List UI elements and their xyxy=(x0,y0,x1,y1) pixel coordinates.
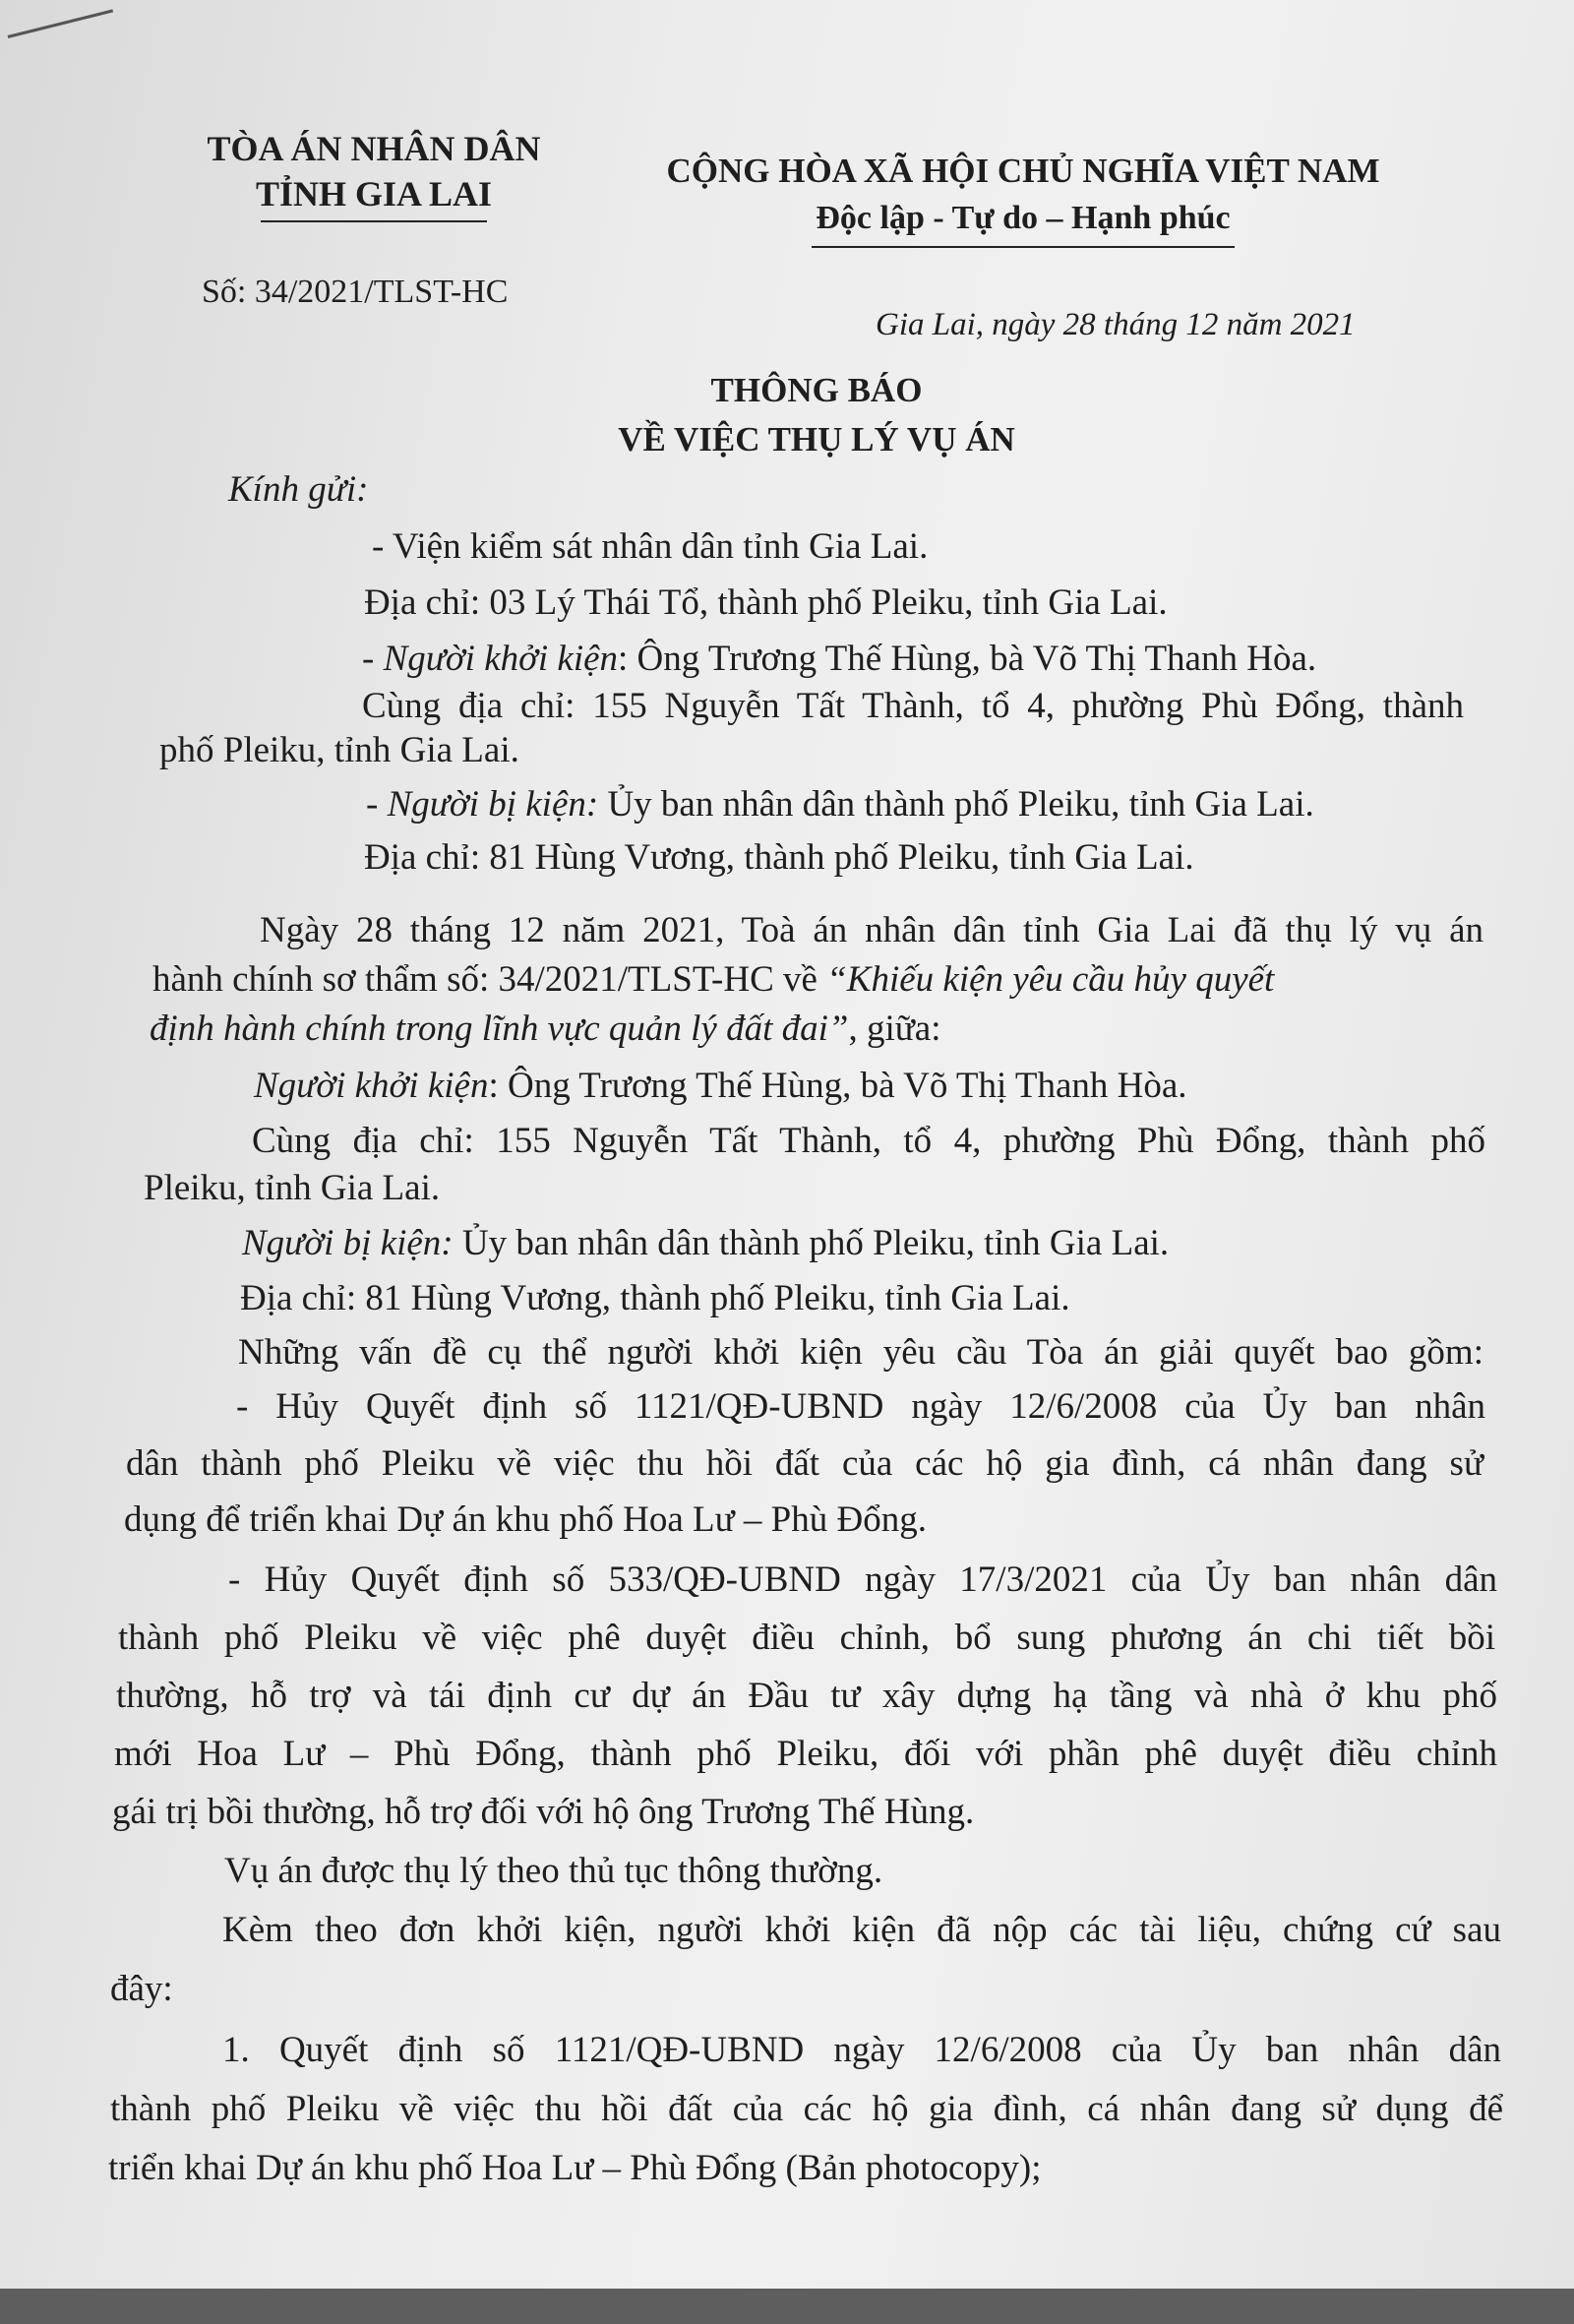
national-title: CỘNG HÒA XÃ HỘI CHỦ NGHĨA VIỆT NAM xyxy=(666,152,1380,190)
attachment-intro: Kèm theo đơn khởi kiện, người khởi kiện đã nộp các tài liệu, chứng cứ sau xyxy=(222,1910,1501,1950)
defendant-value: Ủy ban nhân dân thành phố Pleiku, tỉnh Gia Lai. xyxy=(598,784,1314,825)
title-line-1: THÔNG BÁO xyxy=(710,371,923,409)
court-underline xyxy=(261,220,487,222)
plaintiff-label: - Người khởi kiện xyxy=(362,639,619,679)
greeting-text: Kính gửi: xyxy=(228,469,369,510)
place-date: Gia Lai, ngày 28 tháng 12 năm 2021 xyxy=(876,307,1356,342)
national-header xyxy=(659,148,1387,248)
national-motto: Độc lập - Tự do – Hạnh phúc xyxy=(816,200,1231,236)
plaintiff-value: : Ông Trương Thế Hùng, bà Võ Thị Thanh Hòa. xyxy=(618,639,1317,679)
party-plaintiff-address: Pleiku, tỉnh Gia Lai. xyxy=(144,1168,441,1208)
motto-underline xyxy=(812,246,1235,248)
party-defendant xyxy=(242,1224,1169,1263)
plaintiff-label: Người khởi kiện xyxy=(254,1066,489,1106)
issue-line: dụng để triển khai Dự án khu phố Hoa Lư – Phù Đổng. xyxy=(124,1499,927,1540)
defendant-value: Ủy ban nhân dân thành phố Pleiku, tỉnh Gia Lai. xyxy=(453,1223,1170,1263)
lawsuit-subject: “Khiếu kiện yêu cầu hủy quyết xyxy=(826,959,1275,1000)
issues-intro: Những vấn đề cụ thể người khởi kiện yêu cầu Tòa án giải quyết bao gồm: xyxy=(238,1332,1483,1373)
paragraph-line xyxy=(150,1009,941,1049)
paragraph-text: , giữa: xyxy=(848,1009,941,1049)
issue-line: - Hủy Quyết định số 533/QĐ-UBND ngày 17/3/2021 của Ủy ban nhân dân xyxy=(228,1560,1497,1600)
greeting xyxy=(228,470,369,510)
recipient-plaintiff-address: phố Pleiku, tỉnh Gia Lai. xyxy=(159,730,519,770)
party-plaintiff-address: Cùng địa chỉ: 155 Nguyễn Tất Thành, tổ 4, phường Phù Đổng, thành phố xyxy=(252,1121,1485,1161)
procedure-line: Vụ án được thụ lý theo thủ tục thông thường. xyxy=(224,1851,883,1891)
photo-bottom-edge xyxy=(0,2289,1574,2324)
paragraph-line xyxy=(152,960,1274,1000)
title-line-2: VỀ VIỆC THỤ LÝ VỤ ÁN xyxy=(618,420,1015,459)
issue-line: thường, hỗ trợ và tái định cư dự án Đầu tư xây dựng hạ tầng và nhà ở khu phố xyxy=(116,1676,1497,1716)
recipient-plaintiff-address: Cùng địa chỉ: 155 Nguyễn Tất Thành, tổ 4, phường Phù Đổng, thành xyxy=(362,686,1464,726)
attachment-item: 1. Quyết định số 1121/QĐ-UBND ngày 12/6/2008 của Ủy ban nhân dân xyxy=(222,2030,1501,2070)
issue-line: dân thành phố Pleiku về việc thu hồi đất của các hộ gia đình, cá nhân đang sử xyxy=(126,1443,1483,1484)
attachment-intro: đây: xyxy=(110,1969,173,2009)
issue-line: gái trị bồi thường, hỗ trợ đối với hộ ông Trương Thế Hùng. xyxy=(112,1792,975,1832)
document-title xyxy=(374,366,1259,464)
recipient-defendant-address: Địa chỉ: 81 Hùng Vương, thành phố Pleiku, tỉnh Gia Lai. xyxy=(364,837,1194,878)
lawsuit-subject: định hành chính trong lĩnh vực quản lý đất đai” xyxy=(150,1009,849,1049)
party-plaintiff xyxy=(254,1067,1187,1106)
issue-line: mới Hoa Lư – Phù Đổng, thành phố Pleiku, đối với phần phê duyệt điều chỉnh xyxy=(114,1734,1497,1774)
party-defendant-address: Địa chỉ: 81 Hùng Vương, thành phố Pleiku, tỉnh Gia Lai. xyxy=(240,1278,1070,1318)
paragraph-text: hành chính sơ thẩm số: 34/2021/TLST-HC về xyxy=(152,959,827,1000)
paragraph-line: Ngày 28 tháng 12 năm 2021, Toà án nhân dân tỉnh Gia Lai đã thụ lý vụ án xyxy=(260,910,1483,950)
court-name-line-1: TÒA ÁN NHÂN DÂN xyxy=(207,129,541,168)
recipient-line: Địa chỉ: 03 Lý Thái Tổ, thành phố Pleiku, tỉnh Gia Lai. xyxy=(364,582,1168,623)
issue-line: thành phố Pleiku về việc phê duyệt điều chỉnh, bổ sung phương án chi tiết bồi xyxy=(118,1618,1495,1658)
plaintiff-value: : Ông Trương Thế Hùng, bà Võ Thị Thanh Hòa. xyxy=(488,1066,1187,1106)
court-name-line-2: TỈNH GIA LAI xyxy=(255,174,493,214)
attachment-item: triển khai Dự án khu phố Hoa Lư – Phù Đổng (Bản photocopy); xyxy=(108,2148,1042,2188)
issue-line: - Hủy Quyết định số 1121/QĐ-UBND ngày 12/6/2008 của Ủy ban nhân xyxy=(236,1386,1485,1427)
recipient-line: - Viện kiểm sát nhân dân tỉnh Gia Lai. xyxy=(372,526,929,567)
recipient-defendant xyxy=(366,785,1314,825)
paper-fold-mark xyxy=(8,9,113,38)
defendant-label: - Người bị kiện: xyxy=(366,784,599,825)
attachment-item: thành phố Pleiku về việc thu hồi đất của các hộ gia đình, cá nhân đang sử dụng để xyxy=(110,2089,1503,2129)
reference-number: Số: 34/2021/TLST-HC xyxy=(202,274,509,310)
court-name xyxy=(197,126,551,222)
defendant-label: Người bị kiện: xyxy=(242,1223,454,1263)
recipient-plaintiff xyxy=(362,640,1316,679)
